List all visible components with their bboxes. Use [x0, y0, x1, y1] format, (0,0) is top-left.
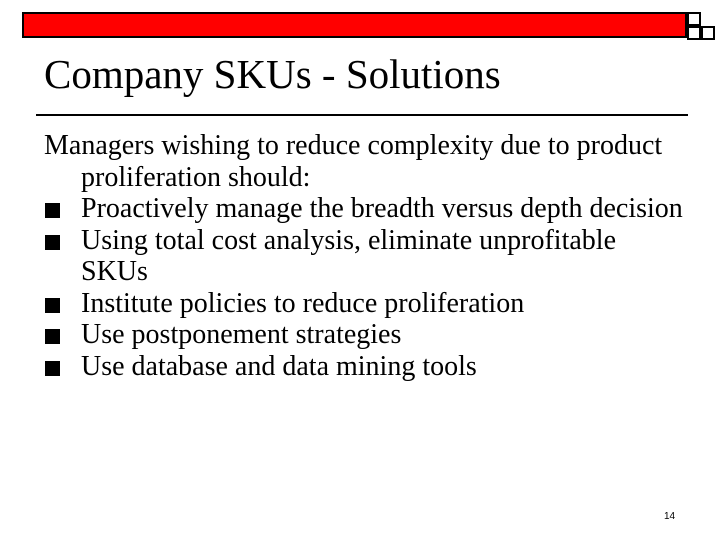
bullet-text: Institute policies to reduce proliferation: [81, 287, 525, 319]
square-bullet-icon: [45, 329, 60, 344]
page-number: 14: [664, 511, 676, 522]
square-bullet-icon: [45, 298, 60, 313]
intro-text: Managers wishing to reduce complexity due to product proliferation should:: [44, 130, 663, 193]
bullet-item: [44, 288, 684, 320]
square-bullet-icon: [45, 203, 60, 218]
bullet-text: Use database and data mining tools: [81, 350, 477, 382]
square-bullet-icon: [45, 235, 60, 250]
title-accent-bar: [22, 12, 687, 38]
slide-body: [44, 130, 684, 382]
decorative-square: [687, 26, 701, 40]
decorative-square: [687, 12, 701, 26]
bullet-text: Using total cost analysis, eliminate unprofitable SKUs: [81, 224, 616, 287]
title-divider: [36, 114, 688, 116]
bullet-item: [44, 351, 684, 383]
bullet-item: [44, 225, 684, 288]
bullet-text: Use postponement strategies: [81, 319, 402, 350]
bullet-text: Proactively manage the breadth versus depth decision: [81, 193, 683, 224]
bullet-item: [44, 193, 684, 225]
bullet-item: [44, 319, 684, 351]
bullet-list: [44, 193, 684, 382]
slide-title: Company SKUs - Solutions: [44, 51, 501, 97]
decorative-square: [701, 26, 715, 40]
square-bullet-icon: [45, 361, 60, 376]
